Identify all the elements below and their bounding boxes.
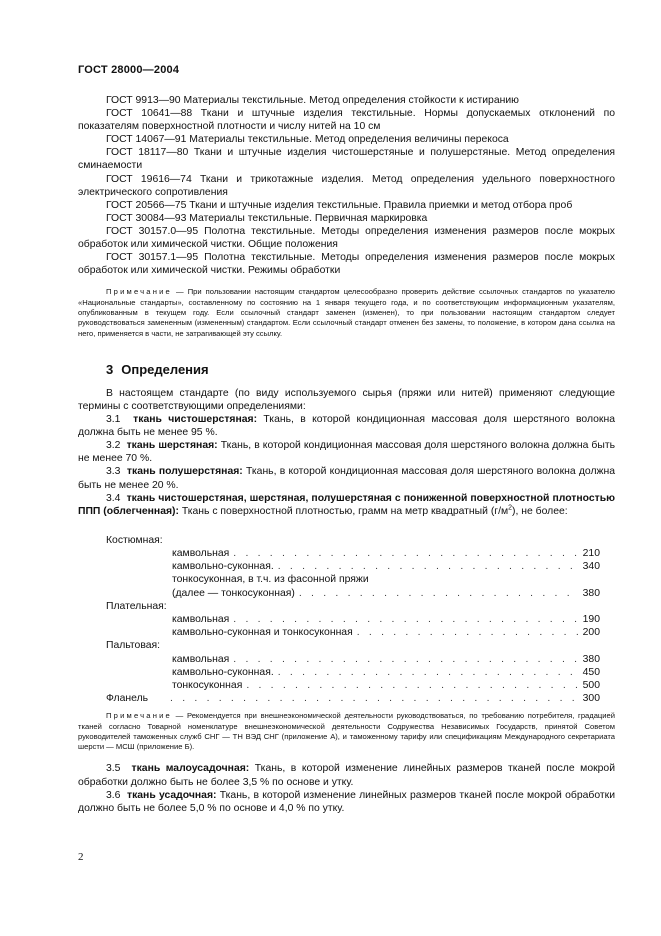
- row-value: 210: [582, 548, 600, 560]
- definition-3-3: [78, 465, 615, 491]
- definition-number: 3.6: [106, 789, 121, 801]
- definition-text: Ткань, в которой кондиционная массовая доля шерстяного волокна должна быть не менее 95 %.: [78, 414, 615, 439]
- row-value: 380: [582, 587, 600, 599]
- row-label: тонкосуконная: [172, 679, 243, 691]
- dot-leader: [278, 666, 579, 679]
- dot-leader: [246, 679, 578, 692]
- reference-item: ГОСТ 30084—93 Материалы текстильные. Первичная маркировка: [106, 212, 428, 224]
- reference-item: ГОСТ 14067—91 Материалы текстильные. Метод определения величины перекоса: [106, 134, 509, 146]
- category-label: Фланель: [106, 693, 149, 705]
- reference-item: ГОСТ 10641—88 Ткани и штучные изделия текстильные. Нормы допускаемых отклонений по показателям поверхностной плотности и числу нитей на 10 см: [78, 108, 615, 133]
- reference-item: ГОСТ 18117—80 Ткани и штучные изделия чистошерстяные и полушерстяные. Метод определения сминаемости: [78, 147, 615, 172]
- row-label: камвольная: [172, 613, 230, 625]
- row-value: 450: [582, 666, 600, 678]
- definition-number: 3.4: [106, 492, 121, 504]
- definition-3-4: [78, 492, 615, 518]
- table-row: [78, 626, 600, 639]
- row-label: тонкосуконная, в т.ч. из фасонной пряжи: [172, 574, 369, 586]
- definition-term: ткань чистошерстяная:: [133, 414, 258, 426]
- intro-paragraph: В настоящем стандарте (по виду используемого сырья (пряжи или нитей) применяют следующие термины с соответствующими определениями:: [78, 387, 615, 412]
- dot-leader: [233, 653, 578, 666]
- definition-text: Ткань, в которой изменение линейных размеров тканей после мокрой обработки должно быть не более 5,0 % по основе и 4,0 % по утку.: [78, 789, 616, 814]
- reference-item: ГОСТ 9913—90 Материалы текстильные. Метод определения стойкости к истиранию: [106, 95, 519, 106]
- note-text: — Рекомендуется при внешнеэкономической деятельности руководствоваться, по требованию потребителя, градацией тканей согласно Товарной номенклатуре внешнеэкономической деятельности Содружества Независимых Государств, принятой Советом руководителей таможенных служб СНГ — ТН ВЭД СНГ (приложение А), и таможенному тарифу или спецификациям Международного секретариата шерсти — МСШ (приложение Б).: [78, 711, 615, 752]
- definition-term: ткань шерстяная:: [126, 440, 218, 452]
- row-value: 190: [582, 613, 600, 625]
- definition-3-5: [78, 762, 615, 788]
- section-number: 3: [106, 361, 114, 377]
- definition-text: Ткань с поверхностной плотностью, грамм на метр квадратный (г/м: [181, 505, 509, 517]
- definition-text: Ткань, в которой кондиционная массовая доля шерстяного волокна должна быть не менее 70 %.: [78, 440, 615, 465]
- definition-number: 3.1: [106, 414, 121, 426]
- table-row: [78, 653, 600, 666]
- row-value: 500: [582, 679, 600, 691]
- note-references: [78, 287, 615, 338]
- page-content: [78, 94, 615, 815]
- definition-term: ткань усадочная:: [126, 789, 217, 801]
- note-label: Примечание: [106, 711, 172, 721]
- category-label: Костюмная:: [106, 534, 163, 546]
- definition-text: Ткань, в которой кондиционная массовая доля шерстяного волокна должна быть не менее 20 %.: [78, 466, 616, 491]
- dot-leader: [233, 547, 578, 560]
- note-label: Примечание: [106, 287, 172, 297]
- row-value: 380: [582, 653, 600, 665]
- row-value: 200: [582, 627, 600, 639]
- reference-item: ГОСТ 30157.0—95 Полотна текстильные. Методы определения изменения размеров после мокрых обработок или химической чистки. Общие положения: [78, 225, 615, 251]
- category-label: Плательная:: [106, 600, 167, 612]
- dot-leader: [299, 587, 579, 600]
- definition-number: 3.3: [106, 466, 121, 478]
- row-value: 340: [582, 561, 600, 573]
- reference-list: [78, 94, 615, 277]
- section-title: Определения: [121, 361, 209, 377]
- table-row: [78, 692, 600, 705]
- definition-number: 3.5: [106, 763, 121, 775]
- table-row: [78, 679, 600, 692]
- definitions: [78, 387, 615, 518]
- reference-item: ГОСТ 30157.1—95 Полотна текстильные. Методы определения изменения размеров после мокрых обработок или химической чистки. Режимы обработки: [78, 252, 615, 277]
- row-label: камвольная: [172, 548, 230, 560]
- definition-term: ткань чистошерстяная, шерстяная, полушерстяная с пониженной поверхностной плотностью ППП (облегченная):: [78, 492, 615, 517]
- row-value: 300: [582, 693, 600, 705]
- note-text: — При пользовании настоящим стандартом целесообразно проверить действие ссылочных стандартов по указателю «Национальные стандарты», составленному по состоянию на 1 января текущего года, и по соответствующим информационным указателям, опубликованным в текущем году. Если ссылочный стандарт заменен (изменен), то при пользовании настоящим стандартом следует руководствоваться замененным (измененным) стандартом. Если ссылочный стандарт отменен без замены, то положение, в котором дана ссылка на него, применяется в части, не затрагивающей эту ссылку.: [78, 287, 615, 338]
- definition-text: Ткань, в которой изменение линейных размеров тканей после мокрой обработки должно быть не более 3,5 % по основе и утку.: [78, 763, 616, 788]
- row-label: камвольно-суконная и тонкосуконная: [172, 627, 353, 639]
- table-row: [78, 560, 600, 573]
- definition-number: 3.2: [106, 440, 121, 452]
- definitions-shrinkage: [78, 762, 615, 814]
- table-row: [78, 587, 600, 600]
- dot-leader: [170, 692, 579, 705]
- definition-3-6: [78, 789, 615, 815]
- definition-3-1: [78, 413, 615, 439]
- reference-item: ГОСТ 20566—75 Ткани и штучные изделия текстильные. Правила приемки и метод отбора проб: [106, 199, 573, 211]
- density-table: [78, 534, 600, 705]
- dot-leader: [233, 613, 578, 626]
- superscript: 2: [508, 504, 513, 512]
- dot-leader: [357, 626, 579, 639]
- reference-item: ГОСТ 19616—74 Ткани и трикотажные изделия. Метод определения удельного поверхностного электрического сопротивления: [78, 173, 615, 198]
- dot-leader: [278, 560, 579, 573]
- table-row: [78, 666, 600, 679]
- definition-term: ткань малоусадочная:: [131, 763, 250, 775]
- category-label: Пальтовая:: [106, 640, 161, 652]
- definition-3-2: [78, 439, 615, 465]
- definition-term: ткань полушерстяная:: [126, 466, 243, 478]
- page-number: 2: [78, 851, 84, 863]
- section-heading: [106, 363, 615, 376]
- row-label: камвольная: [172, 653, 230, 665]
- row-label: (далее — тонкосуконная): [172, 587, 295, 599]
- document-header: ГОСТ 28000—2004: [78, 64, 180, 76]
- table-row: [78, 547, 600, 560]
- definition-text: ), не более:: [512, 505, 568, 517]
- table-row: [78, 613, 600, 626]
- note-classification: [78, 711, 615, 752]
- row-label: камвольно-суконная.: [172, 561, 274, 573]
- row-label: камвольно-суконная.: [172, 666, 274, 678]
